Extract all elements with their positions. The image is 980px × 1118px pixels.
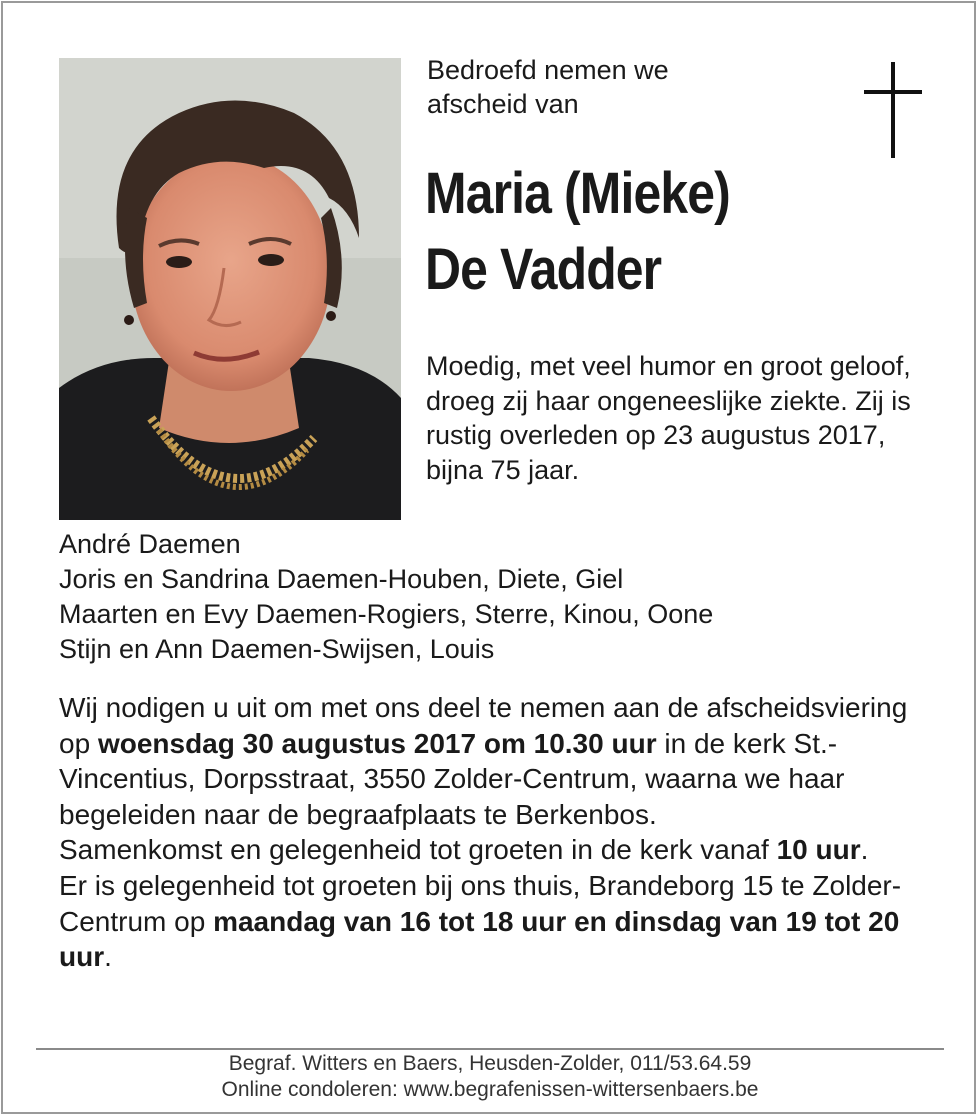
cross-icon bbox=[864, 62, 922, 158]
family-member: Joris en Sandrina Daemen-Houben, Diete, Giel bbox=[59, 564, 624, 594]
invitation-paragraph-home-visit: Er is gelegenheid tot groeten bij ons thuis, Brandeborg 15 te Zolder-Centrum op maandag van 16 tot 18 uur en dinsdag van 19 tot 20 uur. bbox=[59, 869, 902, 973]
family-member: Maarten en Evy Daemen-Rogiers, Sterre, Kinou, Oone bbox=[59, 599, 714, 629]
name-line-1: Maria (Mieke) bbox=[425, 161, 730, 226]
ceremony-datetime: woensdag 30 augustus 2017 om 10.30 uur bbox=[97, 727, 657, 759]
footer-divider bbox=[36, 1048, 944, 1050]
family-list bbox=[59, 527, 713, 667]
name-line-2: De Vadder bbox=[425, 237, 662, 302]
gathering-time: 10 uur bbox=[776, 834, 861, 866]
invitation-paragraph-gathering: Samenkomst en gelegenheid tot groeten in de kerk vanaf 10 uur. bbox=[59, 834, 869, 866]
intro-text bbox=[427, 53, 669, 121]
tribute-text: Moedig, met veel humor en groot geloof, droeg zij haar ongeneeslijke ziekte. Zij is rustig overleden op 23 augustus 2017, bijna 75 jaar. bbox=[426, 351, 911, 485]
portrait-photo bbox=[59, 58, 401, 520]
intro-line-1: Bedroefd nemen we bbox=[427, 55, 669, 85]
online-condolence-link[interactable]: Online condoleren: www.begrafenissen-wittersenbaers.be bbox=[221, 1078, 759, 1101]
family-member: Stijn en Ann Daemen-Swijsen, Louis bbox=[59, 634, 495, 664]
intro-line-2: afscheid van bbox=[427, 89, 579, 119]
funeral-home-info: Begraf. Witters en Baers, Heusden-Zolder, 011/53.64.59 bbox=[228, 1052, 752, 1075]
footer bbox=[0, 1051, 980, 1103]
deceased-name bbox=[425, 156, 730, 308]
invitation-text bbox=[59, 690, 939, 975]
home-visit-times: maandag van 16 tot 18 uur en dinsdag van 19 tot 20 uur bbox=[59, 905, 900, 973]
family-member: André Daemen bbox=[59, 529, 241, 559]
invitation-paragraph-ceremony: Wij nodigen u uit om met ons deel te nemen aan de afscheidsviering op woensdag 30 augustus 2017 om 10.30 uur in de kerk St.-Vincentius, Dorpsstraat, 3550 Zolder-Centrum, waarna we haar begeleiden naar de begraafplaats te Berkenbos. bbox=[59, 692, 908, 830]
